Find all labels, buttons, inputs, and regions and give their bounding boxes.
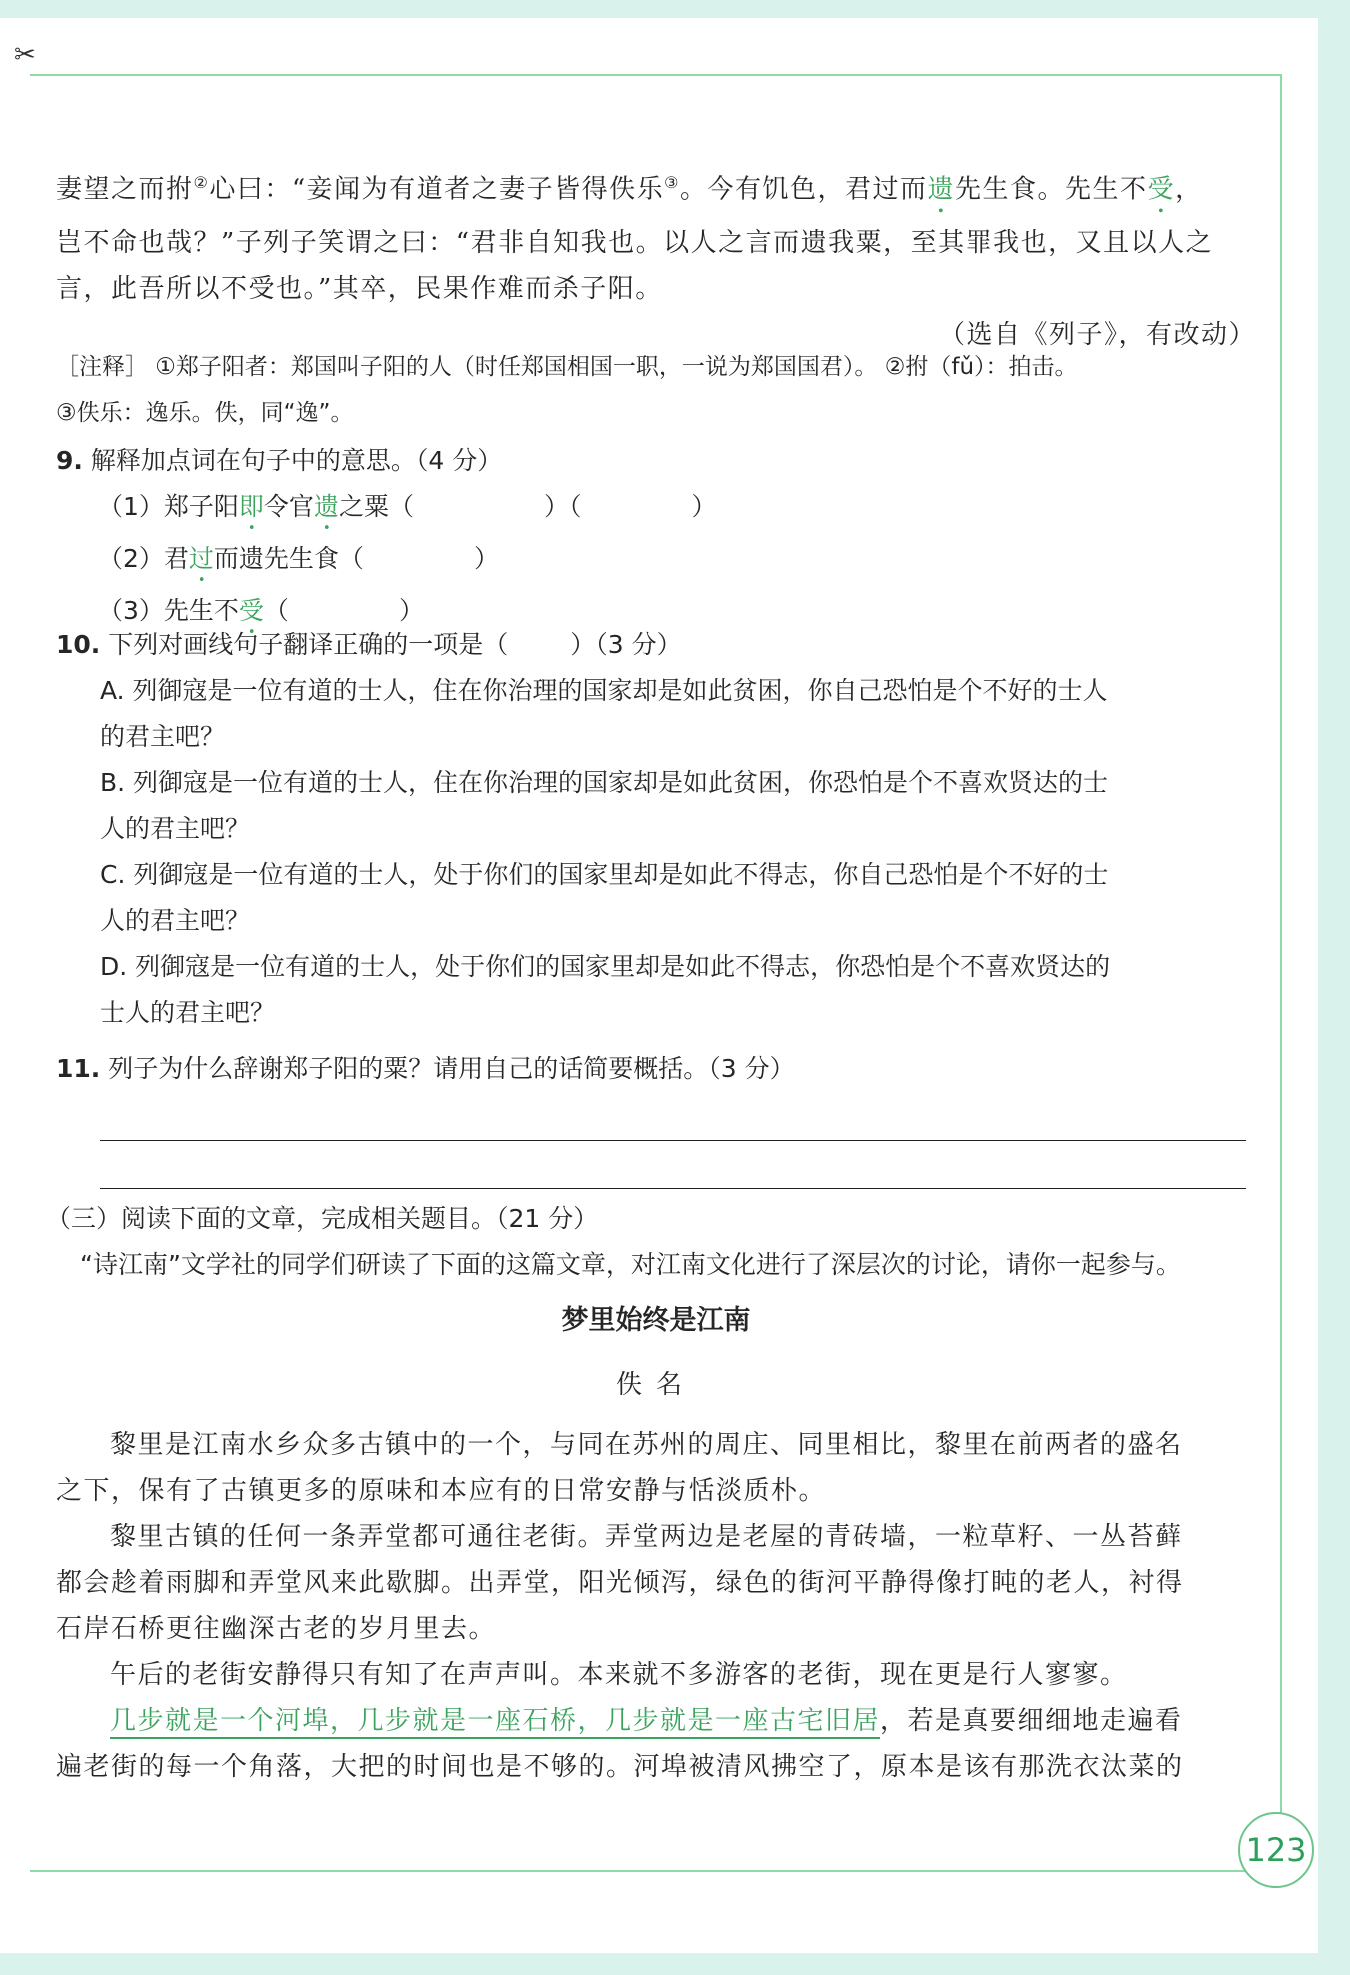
q10-option-b-cont: 人的君主吧？ (100, 814, 251, 843)
note-ref-3: ③ (664, 173, 680, 192)
p2-line-3: 石岸石桥更往幽深古老的岁月里去。 (56, 1614, 497, 1644)
note-ref-2: ② (193, 173, 210, 192)
q10-option-c[interactable]: C. 列御寇是一位有道的士人，处于你们的国家里却是如此不得志，你自己恐怕是个不好的士 (100, 860, 1109, 889)
passage-source: （选自《列子》，有改动） (938, 319, 1256, 350)
section-3-header (46, 1196, 1246, 1288)
q9-stem: 9. 解释加点词在句子中的意思。（4 分） (56, 446, 503, 475)
q11-stem: 11. 列子为什么辞谢郑子阳的粟？请用自己的话简要概括。（3 分） (56, 1054, 795, 1083)
q9-item-2: （2）君过而遗先生食（ ） (98, 544, 499, 573)
notes-line-2: ③佚乐：逸乐。佚，同“逸”。 (56, 400, 354, 426)
q10-option-d-cont: 士人的君主吧？ (100, 998, 276, 1027)
marked-word-shou-2: 受 (238, 596, 264, 625)
q10-stem: 10. 下列对画线句子翻译正确的一项是（ ）（3 分） (56, 630, 682, 659)
marked-word-yi: 遗 (927, 174, 956, 205)
question-11 (56, 1046, 1256, 1092)
q9-item-1: （1）郑子阳即令官遗之粟（ ）（ ） (98, 492, 717, 521)
frame-border-bottom (30, 1870, 1252, 1872)
p4-line-1: 几步就是一个河埠，几步就是一座石桥，几步就是一座古宅旧居，若是真要细细地走遍看 (110, 1706, 1183, 1736)
section-3-intro: “诗江南”文学社的同学们研读了下面的这篇文章，对江南文化进行了深层次的讨论，请你一起参与。 (80, 1250, 1181, 1279)
answer-line-2[interactable] (100, 1188, 1246, 1189)
passage-line-2: 岂不命也哉？”子列子笑谓之曰：“君非自知我也。以人之言而遗我粟，至其罪我也，又且以人之 (56, 227, 1214, 258)
p2-line-2: 都会趁着雨脚和弄堂风来此歇脚。出弄堂，阳光倾泻，绿色的街河平静得像打盹的老人，衬得 (56, 1568, 1184, 1598)
underlined-sentence: 几步就是一个河埠，几步就是一座石桥，几步就是一座古宅旧居 (110, 1706, 881, 1736)
q10-option-b[interactable]: B. 列御寇是一位有道的士人，住在你治理的国家却是如此贫困，你恐怕是个不喜欢贤达的士 (100, 768, 1109, 797)
p1-line-1: 黎里是江南水乡众多古镇中的一个，与同在苏州的周庄、同里相比，黎里在前两者的盛名 (110, 1430, 1183, 1460)
p4-line-2: 遍老街的每一个角落，大把的时间也是不够的。河埠被清风拂空了，原本是该有那洗衣汰菜的 (56, 1752, 1184, 1782)
q10-option-a[interactable]: A. 列御寇是一位有道的士人，住在你治理的国家却是如此贫困，你自己恐怕是个不好的士人 (100, 676, 1108, 705)
section-3-heading: （三）阅读下面的文章，完成相关题目。（21 分） (46, 1204, 599, 1233)
question-10 (56, 622, 1256, 1036)
marked-word-guo: 过 (188, 544, 214, 573)
article-title-block (56, 1298, 1256, 1408)
article-body (56, 1422, 1256, 1790)
notes-line-1: ［注释］ ①郑子阳者：郑国叫子阳的人（时任郑国相国一职，一说为郑国国君）。 ②拊（fǔ）：拍击。 (56, 354, 1078, 380)
page-number: 123 (1238, 1812, 1314, 1888)
passage-line-1: 妻望之而拊②心曰：“妾闻为有道者之妻子皆得佚乐③。今有饥色，君过而遗先生食。先生不受， (56, 173, 1203, 205)
p3-line-1: 午后的老街安静得只有知了在声声叫。本来就不多游客的老街，现在更是行人寥寥。 (110, 1660, 1128, 1690)
q10-option-d[interactable]: D. 列御寇是一位有道的士人，处于你们的国家里却是如此不得志，你恐怕是个不喜欢贤达的 (100, 952, 1111, 981)
p2-line-1: 黎里古镇的任何一条弄堂都可通往老街。弄堂两边是老屋的青砖墙，一粒草籽、一丛苔藓 (110, 1522, 1183, 1552)
passage-line-3: 言，此吾所以不受也。”其卒，民果作难而杀子阳。 (56, 273, 663, 304)
marked-word-ji: 即 (238, 492, 264, 521)
answer-line-1[interactable] (100, 1140, 1246, 1141)
q10-option-c-cont: 人的君主吧？ (100, 906, 251, 935)
article-author: 佚名 (615, 1370, 696, 1400)
marked-word-yi-2: 遗 (313, 492, 339, 521)
article-title: 梦里始终是江南 (561, 1305, 751, 1336)
answer-area-11 (56, 1140, 1256, 1189)
passage (56, 160, 1256, 358)
q10-option-a-cont: 的君主吧？ (100, 722, 226, 751)
notes (56, 344, 1256, 436)
frame-border-right (1280, 74, 1282, 1872)
question-9 (56, 438, 1256, 640)
p1-line-2: 之下，保有了古镇更多的原味和本应有的日常安静与恬淡质朴。 (56, 1476, 827, 1506)
scissors-icon: ✂ (14, 40, 36, 70)
frame-border-top (30, 74, 1280, 76)
q9-item-3: （3）先生不受（ ） (98, 596, 424, 625)
marked-word-shou: 受 (1147, 174, 1176, 205)
